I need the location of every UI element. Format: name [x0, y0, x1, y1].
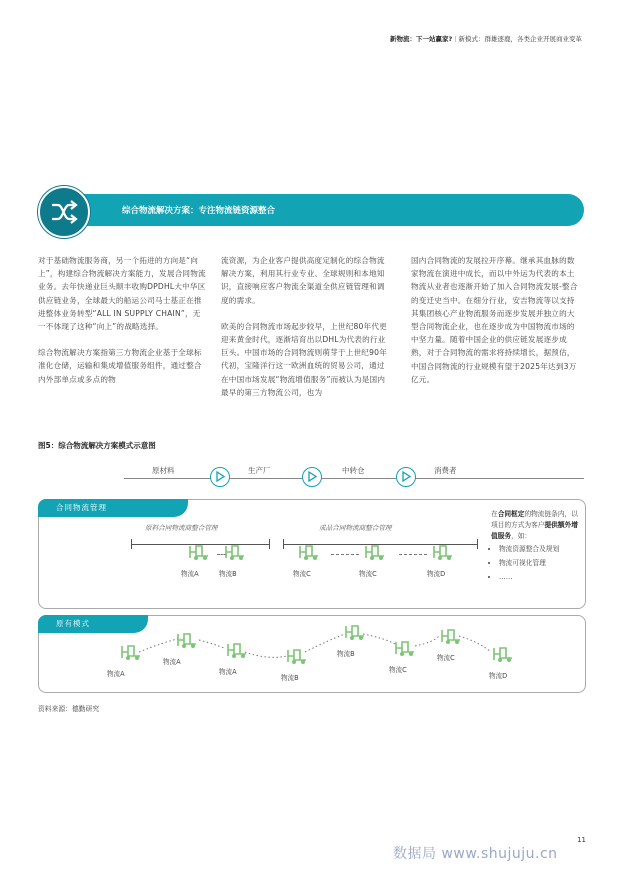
truck-label: 物流C — [293, 570, 311, 578]
note-text: 在 — [491, 510, 498, 518]
note-item: • 物流可视化管理 — [499, 558, 581, 569]
flow-label: 生产厂 — [248, 466, 271, 475]
forklift-icon — [285, 646, 309, 670]
bracket-tick — [131, 539, 132, 549]
note-text: ，如： — [511, 532, 532, 540]
paragraph: 综合物流解决方案指第三方物流企业基于全球标准化仓储，运输和集成增值服务组件，通过整合内外部单点或多点的物 — [38, 348, 202, 384]
paragraph: 国内合同物流的发展拉开序幕。继承其血脉的数家物流在演进中成长，而以中外运为代表的本土物流从业者也逐渐开始了加入合同物流发展-整合的变迁史当中。在细分行业，安吉物流等以支持其集团核心产业物流服务而逐步发展并独立的大型合同物流企业，也在逐步成为中国物流市场的中坚力量。随着中国企业的供应链发展逐步成熟，对于合同物流的需求将持续增长，据预估，中国合同物流的行业规模有望于2025年达到3万亿元。 — [411, 256, 578, 384]
paragraph: 流资源，为企业客户提供高度定制化的综合物流解决方案，利用其行业专业、全球规则和本地知识，直接响应客户物流全渠道全供应链管理和调度的需求。 — [221, 256, 385, 305]
truck-label: 物流C — [359, 570, 377, 578]
value-added-note — [491, 509, 581, 586]
shuffle-icon — [38, 186, 90, 238]
note-bold: 提供额外增值服务 — [491, 521, 578, 540]
forklift-icon — [175, 630, 199, 654]
flow-label: 消费者 — [434, 466, 457, 475]
header-separator: | — [454, 35, 457, 43]
segment-label: 原料合同物流商整合管理 — [145, 524, 218, 532]
page-number: 11 — [577, 836, 586, 844]
play-arrow-icon — [302, 467, 322, 487]
header-subtitle: 新模式：群雄逐鹿，各类企业开展商业变革 — [458, 35, 582, 43]
truck-label: 物流A — [219, 668, 237, 676]
note-text: 的物流链条内，以项目的方式为客户 — [491, 510, 578, 529]
bracket-tick — [283, 539, 284, 549]
box-tag: 原有模式 — [38, 615, 148, 633]
contract-logistics-box — [38, 499, 586, 609]
bracket-tick — [269, 539, 270, 549]
source-note: 资料来源：德勤研究 — [38, 705, 100, 713]
text-column-1 — [38, 254, 208, 399]
note-item: • …… — [499, 572, 581, 583]
truck-label: 物流B — [337, 650, 355, 658]
note-item: • 物流资源整合及规划 — [499, 544, 581, 555]
dotted-connector — [399, 554, 427, 555]
truck-label: 物流C — [389, 666, 407, 674]
section-title: 综合物流解决方案：专注物流链资源整合 — [122, 206, 276, 216]
forklift-icon — [187, 542, 211, 566]
supply-flow — [38, 463, 584, 493]
watermark: 数据局 www.shujuju.cn — [393, 846, 558, 862]
paragraph: 欧美的合同物流市场起步较早，上世纪80年代更迎来黄金时代，逐渐培育出以DHL为代表的行业巨头。中国市场的合同物流则萌芽于上世纪90年代初，宝隆洋行这一欧洲血统的贸易公司，通过在中国市场发展“物流增值服务”而被认为是国内最早的第三方物流公司，也为 — [221, 321, 387, 397]
flow-label: 原材料 — [152, 466, 175, 475]
running-header — [390, 34, 582, 43]
forklift-icon — [363, 542, 387, 566]
note-bold: 合同框定 — [497, 510, 525, 518]
truck-label: 物流A — [181, 570, 199, 578]
forklift-icon — [343, 622, 367, 646]
box-tag: 合同物流管理 — [38, 499, 188, 517]
text-column-3 — [411, 254, 581, 399]
note-list — [491, 544, 581, 583]
forklift-icon — [223, 542, 247, 566]
forklift-icon — [393, 638, 417, 662]
original-mode-box — [38, 615, 586, 693]
bracket-tick — [477, 539, 478, 549]
header-bold: 新物流：下一站赢家? — [390, 35, 453, 43]
forklift-icon — [491, 644, 515, 668]
forklift-icon — [297, 542, 321, 566]
forklift-icon — [439, 626, 463, 650]
forklift-icon — [119, 642, 143, 666]
flow-label: 中转仓 — [342, 466, 365, 475]
truck-label: 物流A — [107, 670, 125, 678]
truck-label: 物流B — [281, 674, 299, 682]
truck-label: 物流B — [219, 570, 237, 578]
dotted-connector — [331, 554, 359, 555]
truck-label: 物流C — [437, 654, 455, 662]
forklift-icon — [225, 640, 249, 664]
text-column-2 — [221, 254, 391, 412]
truck-label: 物流D — [427, 570, 446, 578]
flow-line — [124, 478, 584, 479]
truck-label: 物流D — [489, 672, 508, 680]
figure-title: 图5：综合物流解决方案模式示意图 — [38, 441, 156, 450]
truck-label: 物流A — [163, 658, 181, 666]
paragraph: 对于基础物流服务商，另一个拓进的方向是“向上”，构建综合物流解决方案能力，发展合同物流业务。去年快递业巨头顺丰收购DPDHL大中华区供应链业务，全球最大的船运公司马士基正在推进整体业务转型“ALL IN SUPPLY CHAIN”，无一不体现了这种“向上”的战略选择。 — [38, 256, 206, 332]
play-arrow-icon — [210, 467, 230, 487]
segment-label: 成品合同物流商整合管理 — [319, 524, 392, 532]
section-banner — [38, 191, 584, 229]
play-arrow-icon — [396, 467, 416, 487]
forklift-icon — [431, 542, 455, 566]
